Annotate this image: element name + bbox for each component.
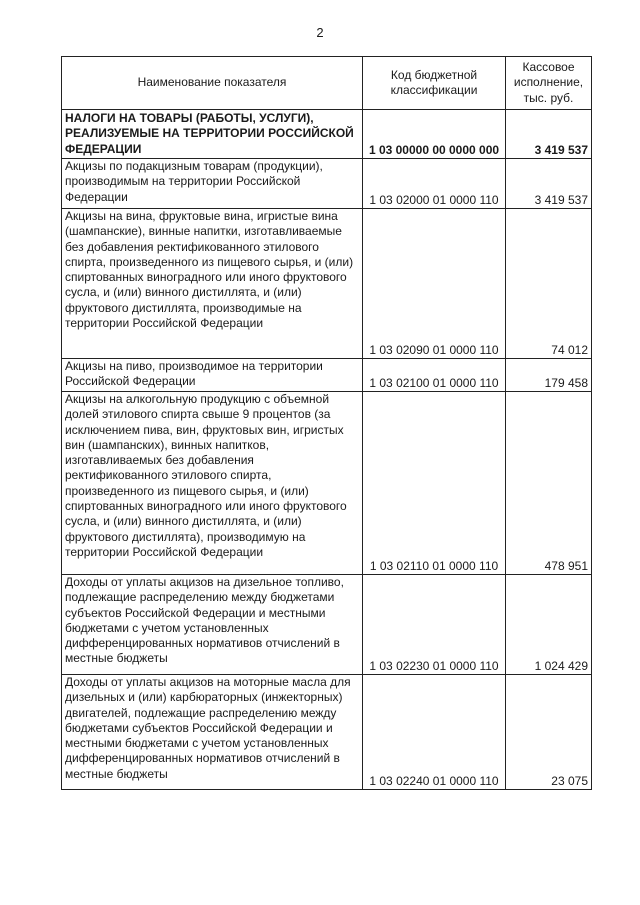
table-row bbox=[62, 209, 592, 359]
row-amount: 478 951 bbox=[506, 392, 592, 575]
table-row bbox=[62, 575, 592, 675]
row-name: Доходы от уплаты акцизов на дизельное топливо, подлежащие распределению между бюджетами субъектов Российской Федерации и местными бюджетами с учетом установленных дифференцированных нормативов отчислений в местные бюджеты bbox=[62, 575, 363, 675]
table-body bbox=[62, 110, 592, 790]
row-code: 1 03 02000 01 0000 110 bbox=[363, 159, 506, 209]
table-header bbox=[62, 57, 592, 110]
row-name: Доходы от уплаты акцизов на моторные масла для дизельных и (или) карбюраторных (инжекторных) двигателей, подлежащие распределению между бюджетами субъектов Российской Федерации и местными бюджетами с учетом установленных дифференцированных нормативов отчислений в местные бюджеты bbox=[62, 675, 363, 790]
row-code: 1 03 02230 01 0000 110 bbox=[363, 575, 506, 675]
table-row-total bbox=[62, 110, 592, 159]
header-name: Наименование показателя bbox=[62, 57, 363, 110]
row-name: Акцизы на вина, фруктовые вина, игристые вина (шампанские), винные напитки, изготавливаемые без добавления ректификованного этилового спирта, произведенного из пищевого сырья, и (или) спиртованных виноградного или иного фруктового сусла, и (или) винного дистиллята, и (или) фруктового дистиллята, производимые на территории Российской Федерации bbox=[62, 209, 363, 359]
row-code: 1 03 02110 01 0000 110 bbox=[363, 392, 506, 575]
budget-table bbox=[61, 56, 592, 790]
row-name: Акцизы на алкогольную продукцию с объемной долей этилового спирта свыше 9 процентов (за исключением пива, вин, фруктовых вин, игристых вин (шампанских), винных напитков, изготавливаемых без добавления ректификованного этилового спирта, произведенного из пищевого сырья, и (или) спиртованных виноградного или иного фруктового сусла, и (или) винного дистиллята, и (или) фруктового дистиллята), производимую на территории Российской Федерации bbox=[62, 392, 363, 575]
row-name: НАЛОГИ НА ТОВАРЫ (РАБОТЫ, УСЛУГИ), РЕАЛИЗУЕМЫЕ НА ТЕРРИТОРИИ РОССИЙСКОЙ ФЕДЕРАЦИИ bbox=[62, 110, 363, 159]
row-amount: 23 075 bbox=[506, 675, 592, 790]
row-amount: 1 024 429 bbox=[506, 575, 592, 675]
table-row bbox=[62, 392, 592, 575]
row-amount: 74 012 bbox=[506, 209, 592, 359]
table-row bbox=[62, 159, 592, 209]
row-name: Акцизы по подакцизным товарам (продукции), производимым на территории Российской Федерации bbox=[62, 159, 363, 209]
row-code: 1 03 00000 00 0000 000 bbox=[363, 110, 506, 159]
row-amount: 3 419 537 bbox=[506, 110, 592, 159]
row-name: Акцизы на пиво, производимое на территории Российской Федерации bbox=[62, 359, 363, 392]
row-amount: 179 458 bbox=[506, 359, 592, 392]
page-number: 2 bbox=[316, 25, 324, 40]
row-code: 1 03 02240 01 0000 110 bbox=[363, 675, 506, 790]
row-code: 1 03 02090 01 0000 110 bbox=[363, 209, 506, 359]
table-row bbox=[62, 675, 592, 790]
header-code: Код бюджетной классификации bbox=[363, 57, 506, 110]
row-code: 1 03 02100 01 0000 110 bbox=[363, 359, 506, 392]
row-amount: 3 419 537 bbox=[506, 159, 592, 209]
table-row bbox=[62, 359, 592, 392]
header-amount: Кассовое исполнение, тыс. руб. bbox=[506, 57, 592, 110]
